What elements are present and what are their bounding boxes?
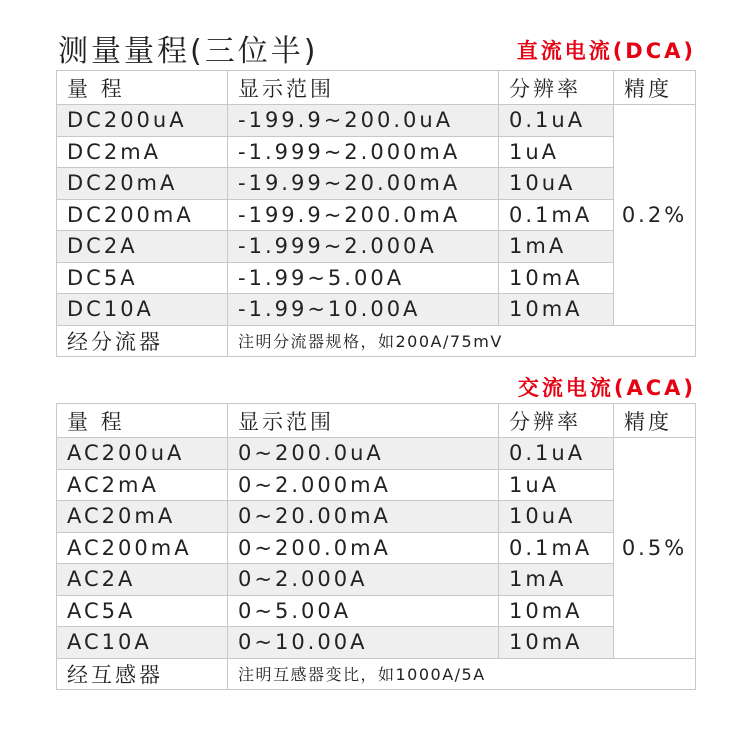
range-cell: AC10A [57, 627, 228, 659]
note-label: 经分流器 [57, 325, 228, 357]
table-row [57, 564, 696, 596]
display-range-cell: 0~20.00mA [228, 501, 499, 533]
table-row [57, 136, 696, 168]
range-cell: AC200mA [57, 532, 228, 564]
display-range-cell: -1.999~2.000A [228, 231, 499, 263]
resolution-cell: 1mA [499, 231, 614, 263]
display-range-cell: -1.999~2.000mA [228, 136, 499, 168]
range-cell: DC5A [57, 262, 228, 294]
display-range-cell: -19.99~20.00mA [228, 168, 499, 200]
table-header-row [57, 404, 696, 438]
resolution-cell: 1uA [499, 469, 614, 501]
range-cell: DC10A [57, 294, 228, 326]
table-row [57, 231, 696, 263]
resolution-cell: 10uA [499, 501, 614, 533]
display-range-cell: 0~200.0uA [228, 438, 499, 470]
table-row [57, 627, 696, 659]
range-cell: AC200uA [57, 438, 228, 470]
resolution-cell: 0.1mA [499, 532, 614, 564]
resolution-cell: 0.1uA [499, 438, 614, 470]
header-accuracy: 精度 [614, 404, 696, 438]
header-resolution: 分辨率 [499, 71, 614, 105]
display-range-cell: 0~5.00A [228, 595, 499, 627]
table-row [57, 532, 696, 564]
table-row [57, 105, 696, 137]
range-cell: DC200mA [57, 199, 228, 231]
resolution-cell: 0.1uA [499, 105, 614, 137]
ac-section-title: 交流电流(ACA) [517, 376, 696, 400]
note-row [57, 658, 696, 690]
table-row [57, 595, 696, 627]
ac-spec-table [56, 403, 696, 690]
header-resolution: 分辨率 [499, 404, 614, 438]
display-range-cell: 0~10.00A [228, 627, 499, 659]
resolution-cell: 0.1mA [499, 199, 614, 231]
range-cell: AC2A [57, 564, 228, 596]
header-range: 量 程 [57, 404, 228, 438]
display-range-cell: 0~2.000mA [228, 469, 499, 501]
resolution-cell: 10mA [499, 294, 614, 326]
resolution-cell: 10mA [499, 627, 614, 659]
range-cell: DC2mA [57, 136, 228, 168]
note-text: 注明分流器规格，如200A/75mV [228, 325, 696, 357]
resolution-cell: 1uA [499, 136, 614, 168]
display-range-cell: 0~2.000A [228, 564, 499, 596]
note-label: 经互感器 [57, 658, 228, 690]
header-range: 量 程 [57, 71, 228, 105]
display-range-cell: -199.9~200.0uA [228, 105, 499, 137]
table-row [57, 199, 696, 231]
header-display: 显示范围 [228, 71, 499, 105]
resolution-cell: 1mA [499, 564, 614, 596]
page-title: 测量量程(三位半) [58, 34, 319, 69]
accuracy-cell: 0.5% [614, 438, 696, 659]
range-cell: AC20mA [57, 501, 228, 533]
accuracy-cell: 0.2% [614, 105, 696, 326]
header-display: 显示范围 [228, 404, 499, 438]
display-range-cell: -1.99~5.00A [228, 262, 499, 294]
table-row [57, 501, 696, 533]
table-header-row [57, 71, 696, 105]
table-row [57, 438, 696, 470]
range-cell: DC200uA [57, 105, 228, 137]
range-cell: AC5A [57, 595, 228, 627]
table-row [57, 168, 696, 200]
range-cell: DC2A [57, 231, 228, 263]
note-row [57, 325, 696, 357]
range-cell: AC2mA [57, 469, 228, 501]
dc-spec-table [56, 70, 696, 357]
table-row [57, 469, 696, 501]
display-range-cell: 0~200.0mA [228, 532, 499, 564]
resolution-cell: 10uA [499, 168, 614, 200]
header-accuracy: 精度 [614, 71, 696, 105]
table-row [57, 294, 696, 326]
resolution-cell: 10mA [499, 262, 614, 294]
dc-section-title: 直流电流(DCA) [516, 39, 696, 63]
note-text: 注明互感器变比，如1000A/5A [228, 658, 696, 690]
range-cell: DC20mA [57, 168, 228, 200]
display-range-cell: -199.9~200.0mA [228, 199, 499, 231]
table-row [57, 262, 696, 294]
resolution-cell: 10mA [499, 595, 614, 627]
display-range-cell: -1.99~10.00A [228, 294, 499, 326]
